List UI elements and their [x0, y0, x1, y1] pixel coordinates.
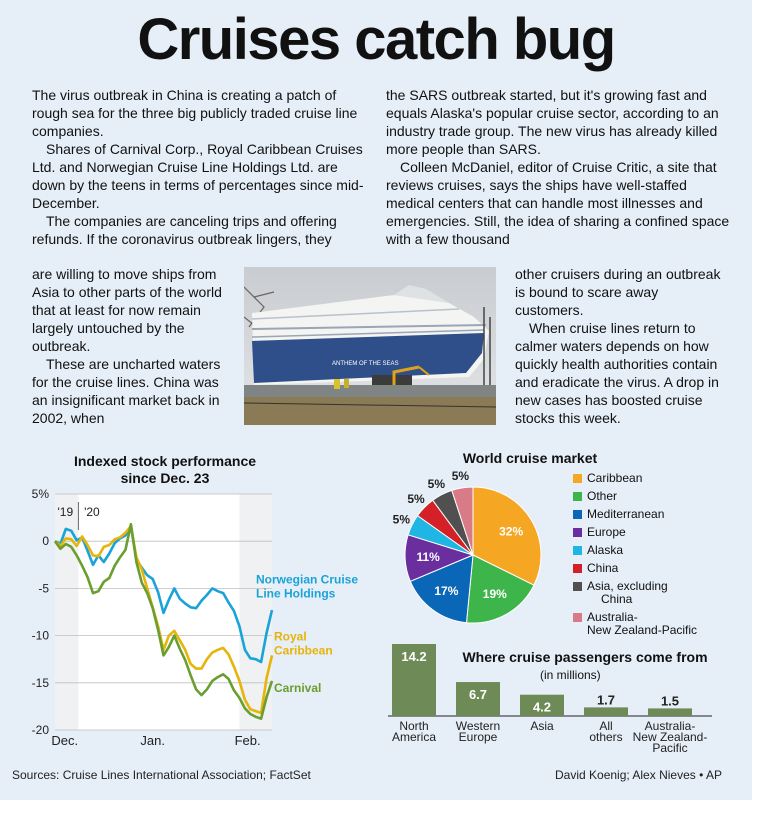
article-paragraph: other cruisers during an outbreak is bound to scare away customers.	[515, 266, 721, 318]
legend-swatch	[573, 564, 582, 573]
year-label: '20	[84, 505, 100, 519]
legend-swatch	[573, 510, 582, 519]
legend-item	[573, 490, 697, 503]
y-tick-label: -20	[31, 723, 49, 737]
legend-swatch	[573, 613, 582, 622]
pie-slice-label: 17%	[434, 584, 459, 599]
headline: Cruises catch bug	[137, 7, 615, 72]
pie-slice-label: 5%	[392, 512, 410, 527]
legend-swatch	[573, 528, 582, 537]
ship-name: ANTHEM OF THE SEAS	[332, 361, 399, 367]
article-column-1	[32, 86, 372, 248]
y-tick-label: 5%	[31, 487, 49, 501]
article-paragraph: Colleen McDaniel, editor of Cruise Critic, a site that reviews cruises, says the ships have well-staffed medical centers that can handle most illnesses and emergencies. Still, the idea of sharing a confined space with a few thousand	[386, 159, 730, 247]
legend-label: Alaska	[587, 543, 624, 557]
legend-label: Other	[587, 489, 618, 503]
y-tick-label: -15	[31, 675, 49, 690]
pie-slice-label: 5%	[451, 469, 470, 484]
bar-category-label: North America	[391, 719, 437, 744]
article-paragraph: Shares of Carnival Corp., Royal Caribbean Cruises Ltd. and Norwegian Cruise Line Holdings Ltd. are down by the teens in terms of percentages since mid-December.	[32, 141, 364, 211]
x-tick-label: Dec.	[51, 733, 79, 748]
bar-category-label: Australia-New Zealand-Pacific	[632, 719, 708, 755]
article-column-2	[386, 86, 732, 248]
article-paragraph: The virus outbreak in China is creating a patch of rough sea for the three big publicly traded cruise line companies.	[32, 87, 358, 139]
pie-slice-label: 11%	[416, 550, 440, 565]
pie-chart	[385, 462, 585, 632]
pie-slice-label: 19%	[482, 587, 507, 602]
year-label: '19	[57, 505, 74, 519]
series-label: Carnival	[274, 681, 322, 696]
pie-slice-label: 32%	[499, 524, 524, 539]
article-column-2-lower	[515, 265, 730, 427]
series-label: Royal Caribbean	[274, 629, 333, 658]
pie-slice-label: 5%	[407, 491, 425, 506]
legend-label: Australia- New Zealand-Pacific	[587, 610, 698, 637]
legend-label: Asia, excluding China	[587, 579, 668, 606]
pie-slice-label: 5%	[427, 476, 446, 491]
y-tick-label: 0	[42, 534, 49, 549]
bar-chart-subtitle: (in millions)	[540, 668, 601, 682]
line-chart-title: Indexed stock performance since Dec. 23	[73, 453, 257, 486]
bar-value-label: 4.2	[532, 699, 552, 715]
credit-line: David Koenig; Alex Nieves • AP	[555, 768, 722, 782]
bar	[648, 708, 692, 716]
x-tick-label: Jan.	[140, 733, 165, 748]
legend-item	[573, 580, 697, 606]
legend-swatch	[573, 546, 582, 555]
article-paragraph: When cruise lines return to calmer waters depends on how quickly health authorities contain and eradicate the virus. A drop in new cases has boosted cruise stocks this week.	[515, 320, 719, 426]
legend-swatch	[573, 582, 582, 591]
y-tick-label: -5	[38, 581, 49, 596]
bar-value-label: 6.7	[468, 687, 488, 703]
bar-chart	[380, 640, 720, 760]
pie-legend	[573, 472, 697, 642]
legend-label: Europe	[587, 525, 626, 539]
bar-chart-title: Where cruise passengers come from	[462, 649, 708, 665]
bar-value-label: 14.2	[401, 649, 427, 664]
article-paragraph: The companies are canceling trips and offering refunds. If the coronavirus outbreak lingers, they	[32, 213, 337, 247]
sources-note: Sources: Cruise Lines International Association; FactSet	[12, 768, 311, 782]
y-tick-label: -10	[31, 628, 49, 643]
line-chart	[0, 480, 380, 755]
legend-item	[573, 472, 697, 485]
bar-value-label: 1.5	[660, 693, 680, 709]
bar-category-label: All others	[589, 719, 623, 744]
legend-label: China	[587, 561, 619, 575]
bar-category-label: Asia	[530, 719, 554, 733]
article-paragraph: are willing to move ships from Asia to other parts of the world that at least for now remain largely untouched by the outbreak.	[32, 266, 222, 354]
article-paragraph: the SARS outbreak started, but it's growing fast and equals Alaska's popular cruise sector, according to an industry trade group. The new virus has already killed more people than SARS.	[386, 87, 719, 157]
legend-label: Mediterranean	[587, 507, 665, 521]
series-label: Norwegian Cruise Line Holdings	[256, 572, 359, 601]
pie-chart-title: World cruise market	[462, 450, 598, 466]
legend-label: Caribbean	[587, 471, 643, 485]
legend-item	[573, 526, 697, 539]
article-paragraph: These are uncharted waters for the cruise lines. China was an insignificant market back in 2002, when	[32, 356, 221, 426]
bar-value-label: 1.7	[596, 692, 616, 708]
legend-swatch	[573, 492, 582, 501]
x-tick-label: Feb.	[234, 733, 261, 748]
legend-item	[573, 544, 697, 557]
legend-item	[573, 611, 697, 637]
article-column-1-lower	[32, 265, 232, 427]
jan-band	[78, 494, 239, 730]
legend-item	[573, 562, 697, 575]
legend-swatch	[573, 474, 582, 483]
bar-category-label: Western Europe	[455, 719, 501, 744]
bar	[584, 707, 628, 716]
cruise-ship-photo	[244, 267, 496, 425]
legend-item	[573, 508, 697, 521]
